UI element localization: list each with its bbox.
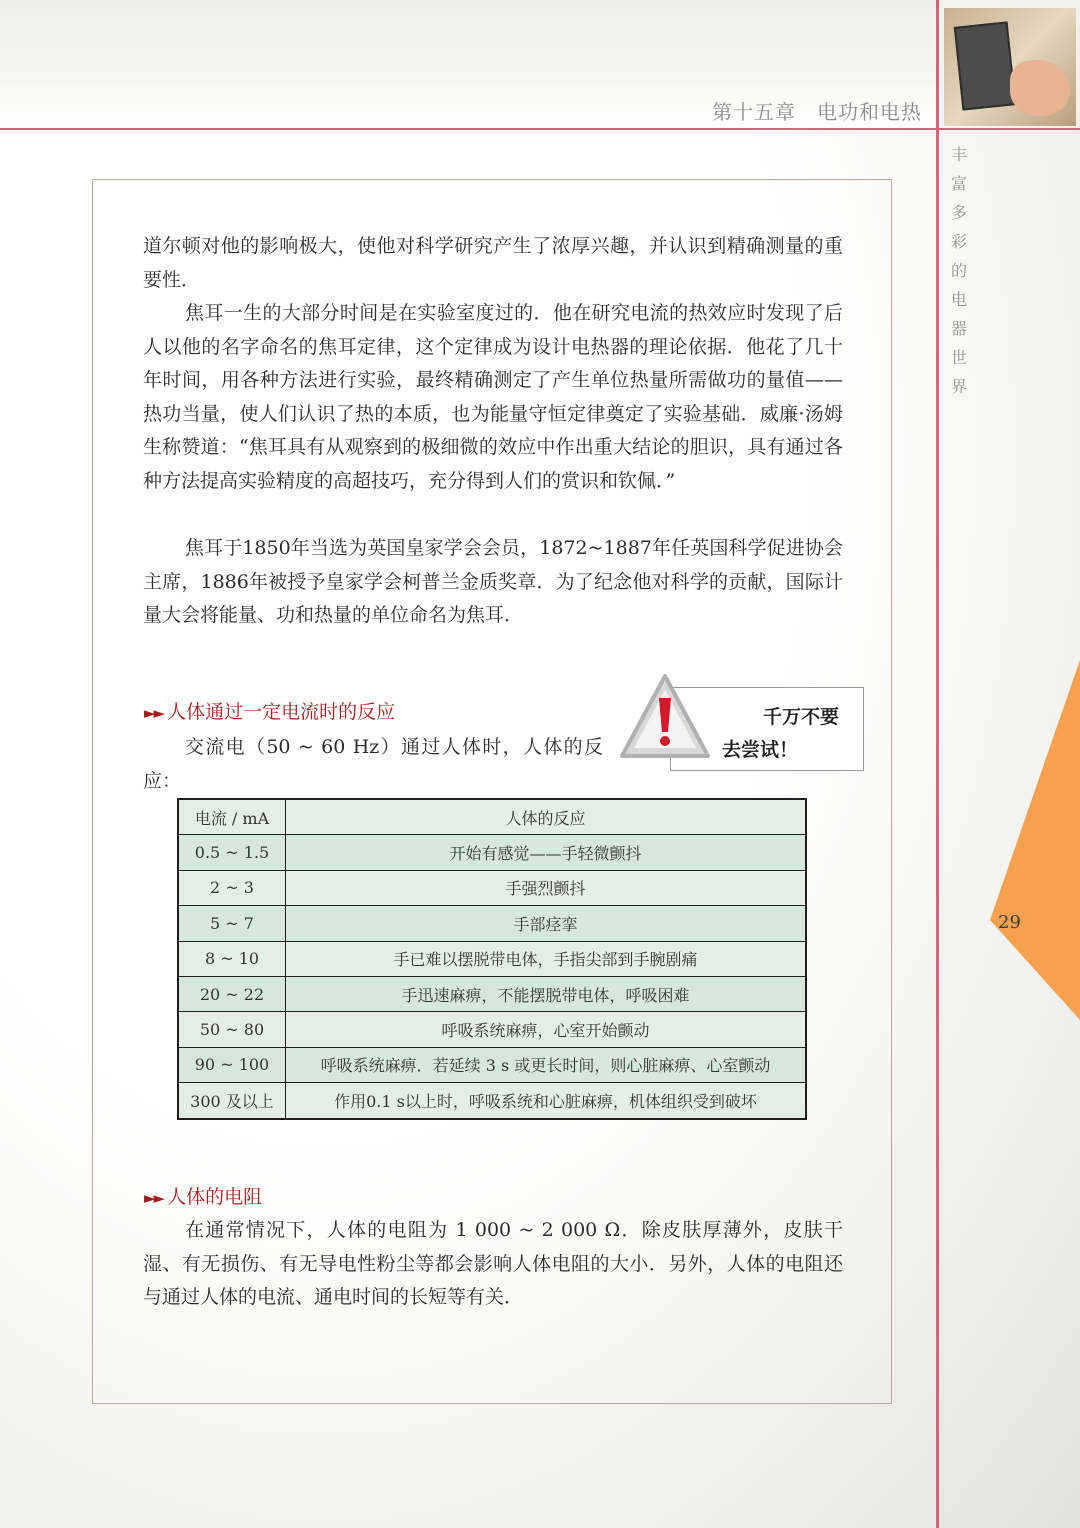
table-row: [178, 1012, 806, 1047]
table-header-row: [178, 799, 806, 835]
table-cell-reaction: 手部痉挛: [286, 906, 807, 941]
current-reaction-table: [177, 798, 807, 1120]
table-header-current: 电流 / mA: [178, 799, 286, 835]
header-photo: [944, 8, 1076, 126]
side-title-char: 世: [950, 348, 967, 367]
side-title-char: 富: [950, 174, 967, 193]
vertical-rule: [936, 0, 939, 1528]
paragraph-dalton: 道尔顿对他的影响极大，使他对科学研究产生了浓厚兴趣，并认识到精确测量的重要性．: [143, 235, 843, 291]
side-title-char: 的: [950, 261, 967, 280]
side-title-char: 器: [950, 319, 967, 338]
page-number: 29: [998, 912, 1021, 933]
table-cell-current: 20 ~ 22: [178, 976, 286, 1011]
section-intro: 交流电（50 ~ 60 Hz）通过人体时，人体的反应：: [143, 736, 603, 792]
table-row: [178, 835, 806, 870]
table-cell-reaction: 呼吸系统麻痹，心室开始颤动: [286, 1012, 807, 1047]
table-cell-current: 0.5 ~ 1.5: [178, 835, 286, 870]
side-title-char: 多: [950, 203, 967, 222]
table-cell-reaction: 手迅速麻痹，不能摆脱带电体，呼吸困难: [286, 976, 807, 1011]
table-row: [178, 976, 806, 1011]
paragraph-joule-honors: 焦耳于1850年当选为英国皇家学会会员，1872~1887年任英国科学促进协会主席，1886年被授予皇家学会柯普兰金质奖章．为了纪念他对科学的贡献，国际计量大会将能量、功和热量的单位命名为焦耳．: [143, 537, 843, 626]
section-title: 人体通过一定电流时的反应: [167, 701, 396, 723]
table-cell-current: 2 ~ 3: [178, 870, 286, 905]
side-title-char: 界: [950, 377, 967, 396]
paragraph-joule-lab: 焦耳一生的大部分时间是在实验室度过的．他在研究电流的热效应时发现了后人以他的名字命名的焦耳定律，这个定律成为设计电热器的理论依据．他花了几十年时间，用各种方法进行实验，最终精确测定了产生单位热量所需做功的量值——热功当量，使人们认识了热的本质，也为能量守恒定律奠定了实验基础．威廉·汤姆生称赞道：“焦耳具有从观察到的极细微的效应中作出重大结论的胆识，具有通过各种方法提高实验精度的高超技巧，充分得到人们的赏识和钦佩．”: [143, 302, 843, 492]
table-row: [178, 870, 806, 905]
paragraph-body-resistance: 在通常情况下，人体的电阻为 1 000 ~ 2 000 Ω．除皮肤厚薄外，皮肤干湿、有无损伤、有无导电性粉尘等都会影响人体电阻的大小．另外，人体的电阻还与通过人体的电流、通电时间的长短等有关．: [143, 1219, 843, 1308]
table-row: [178, 1047, 806, 1082]
warning-text-line2: 去尝试！: [722, 739, 799, 761]
socket-image: [954, 21, 1016, 110]
section-heading-body-resistance: [144, 1182, 262, 1209]
table-cell-current: 90 ~ 100: [178, 1047, 286, 1082]
table-cell-current: 300 及以上: [178, 1083, 286, 1119]
table-cell-reaction: 呼吸系统麻痹．若延续 3 s 或更长时间，则心脏麻痹、心室颤动: [286, 1047, 807, 1082]
table-cell-current: 8 ~ 10: [178, 941, 286, 976]
side-section-title: [948, 140, 970, 401]
warning-triangle-icon: [618, 672, 712, 760]
table-cell-reaction: 手已难以摆脱带电体，手指尖部到手腕剧痛: [286, 941, 807, 976]
table-cell-reaction: 开始有感觉——手轻微颤抖: [286, 835, 807, 870]
table-cell-reaction: 手强烈颤抖: [286, 870, 807, 905]
table-row: [178, 1083, 806, 1119]
hand-image: [1010, 60, 1070, 116]
header-rule: [0, 128, 1080, 130]
warning-text-line1: 千万不要: [763, 706, 840, 728]
side-title-char: 电: [950, 290, 967, 309]
arrow-marker-icon: ►►: [144, 704, 164, 722]
warning-callout: [618, 672, 868, 772]
table-header-reaction: 人体的反应: [286, 799, 807, 835]
arrow-marker-icon: ►►: [144, 1189, 164, 1207]
section-heading-current-reaction: [144, 697, 395, 724]
table-cell-reaction: 作用0.1 s以上时，呼吸系统和心脏麻痹，机体组织受到破坏: [286, 1083, 807, 1119]
side-title-char: 彩: [950, 232, 967, 251]
table-cell-current: 50 ~ 80: [178, 1012, 286, 1047]
table-row: [178, 906, 806, 941]
table-row: [178, 941, 806, 976]
chapter-title: 第十五章 电功和电热: [712, 100, 922, 124]
side-title-char: 丰: [950, 145, 967, 164]
table-cell-current: 5 ~ 7: [178, 906, 286, 941]
section-title: 人体的电阻: [167, 1186, 263, 1208]
